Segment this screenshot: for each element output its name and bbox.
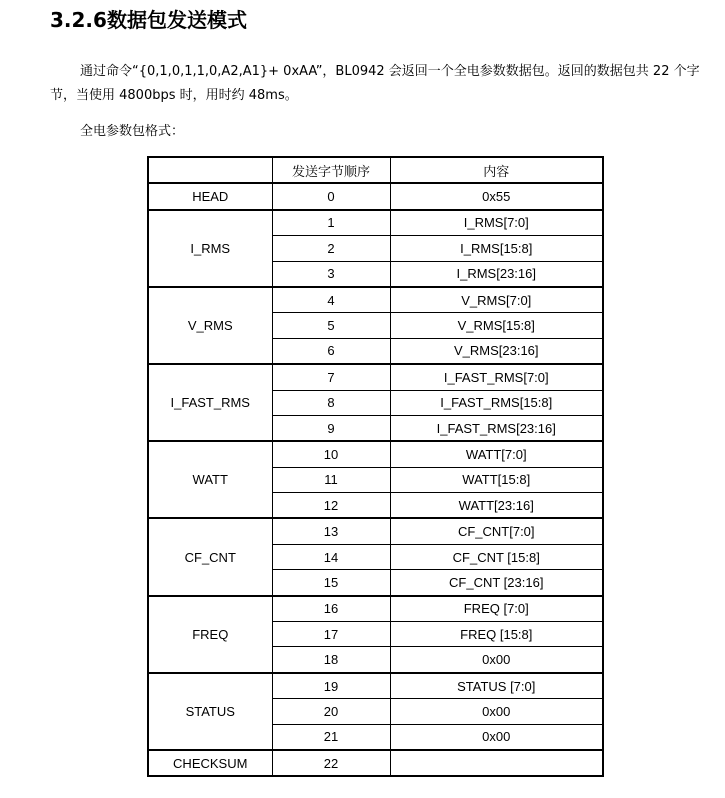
content-cell: 0x55 bbox=[390, 183, 603, 209]
table-row bbox=[148, 364, 603, 390]
byte-order-cell: 20 bbox=[272, 699, 390, 724]
content-cell: WATT[23:16] bbox=[390, 493, 603, 519]
header-field bbox=[148, 157, 272, 183]
content-cell: V_RMS[7:0] bbox=[390, 287, 603, 313]
content-cell: CF_CNT [15:8] bbox=[390, 544, 603, 569]
byte-order-cell: 2 bbox=[272, 236, 390, 261]
table-row bbox=[148, 673, 603, 699]
byte-order-cell: 4 bbox=[272, 287, 390, 313]
byte-order-cell: 16 bbox=[272, 596, 390, 622]
table-row bbox=[148, 750, 603, 776]
byte-order-cell: 13 bbox=[272, 518, 390, 544]
packet-table-body bbox=[148, 183, 603, 776]
intro-paragraph: 通过命令“{0,1,0,1,1,0,A2,A1}+ 0xAA”，BL0942 会返回一个全电参数数据包。返回的数据包共 22 个字节，当使用 4800bps 时，用时约 48ms。 bbox=[50, 64, 700, 103]
byte-order-cell: 10 bbox=[272, 441, 390, 467]
header-content: 内容 bbox=[390, 157, 603, 183]
table-row bbox=[148, 183, 603, 209]
byte-order-cell: 11 bbox=[272, 467, 390, 492]
content-cell: I_FAST_RMS[23:16] bbox=[390, 415, 603, 441]
field-name-cell: HEAD bbox=[148, 183, 272, 209]
content-cell: I_RMS[15:8] bbox=[390, 236, 603, 261]
content-cell: FREQ [7:0] bbox=[390, 596, 603, 622]
content-cell: V_RMS[15:8] bbox=[390, 313, 603, 338]
byte-order-cell: 19 bbox=[272, 673, 390, 699]
byte-order-cell: 17 bbox=[272, 622, 390, 647]
field-name-cell: STATUS bbox=[148, 673, 272, 750]
content-cell: 0x00 bbox=[390, 724, 603, 750]
content-cell: 0x00 bbox=[390, 647, 603, 673]
byte-order-cell: 3 bbox=[272, 261, 390, 287]
field-name-cell: FREQ bbox=[148, 596, 272, 673]
header-byte-order: 发送字节顺序 bbox=[272, 157, 390, 183]
byte-order-cell: 1 bbox=[272, 210, 390, 236]
field-name-cell: V_RMS bbox=[148, 287, 272, 364]
field-name-cell: CF_CNT bbox=[148, 518, 272, 595]
content-cell: WATT[15:8] bbox=[390, 467, 603, 492]
content-cell: I_FAST_RMS[15:8] bbox=[390, 390, 603, 415]
table-header-row bbox=[148, 157, 603, 183]
content-cell: WATT[7:0] bbox=[390, 441, 603, 467]
field-name-cell: CHECKSUM bbox=[148, 750, 272, 776]
table-row bbox=[148, 210, 603, 236]
field-name-cell: WATT bbox=[148, 441, 272, 518]
section-heading: 3.2.6数据包发送模式 bbox=[50, 8, 247, 32]
content-cell: FREQ [15:8] bbox=[390, 622, 603, 647]
content-cell: CF_CNT [23:16] bbox=[390, 570, 603, 596]
byte-order-cell: 6 bbox=[272, 338, 390, 364]
byte-order-cell: 0 bbox=[272, 183, 390, 209]
content-cell: V_RMS[23:16] bbox=[390, 338, 603, 364]
packet-format-table bbox=[147, 156, 604, 777]
table-row bbox=[148, 287, 603, 313]
content-cell: I_RMS[7:0] bbox=[390, 210, 603, 236]
content-cell: I_RMS[23:16] bbox=[390, 261, 603, 287]
byte-order-cell: 7 bbox=[272, 364, 390, 390]
byte-order-cell: 22 bbox=[272, 750, 390, 776]
field-name-cell: I_FAST_RMS bbox=[148, 364, 272, 441]
byte-order-cell: 9 bbox=[272, 415, 390, 441]
packet-format-caption: 全电参数包格式： bbox=[80, 124, 185, 139]
table-row bbox=[148, 518, 603, 544]
byte-order-cell: 21 bbox=[272, 724, 390, 750]
byte-order-cell: 18 bbox=[272, 647, 390, 673]
table-row bbox=[148, 441, 603, 467]
field-name-cell: I_RMS bbox=[148, 210, 272, 287]
byte-order-cell: 5 bbox=[272, 313, 390, 338]
content-cell bbox=[390, 750, 603, 776]
content-cell: 0x00 bbox=[390, 699, 603, 724]
byte-order-cell: 14 bbox=[272, 544, 390, 569]
content-cell: CF_CNT[7:0] bbox=[390, 518, 603, 544]
content-cell: I_FAST_RMS[7:0] bbox=[390, 364, 603, 390]
byte-order-cell: 8 bbox=[272, 390, 390, 415]
table-row bbox=[148, 596, 603, 622]
byte-order-cell: 15 bbox=[272, 570, 390, 596]
byte-order-cell: 12 bbox=[272, 493, 390, 519]
content-cell: STATUS [7:0] bbox=[390, 673, 603, 699]
